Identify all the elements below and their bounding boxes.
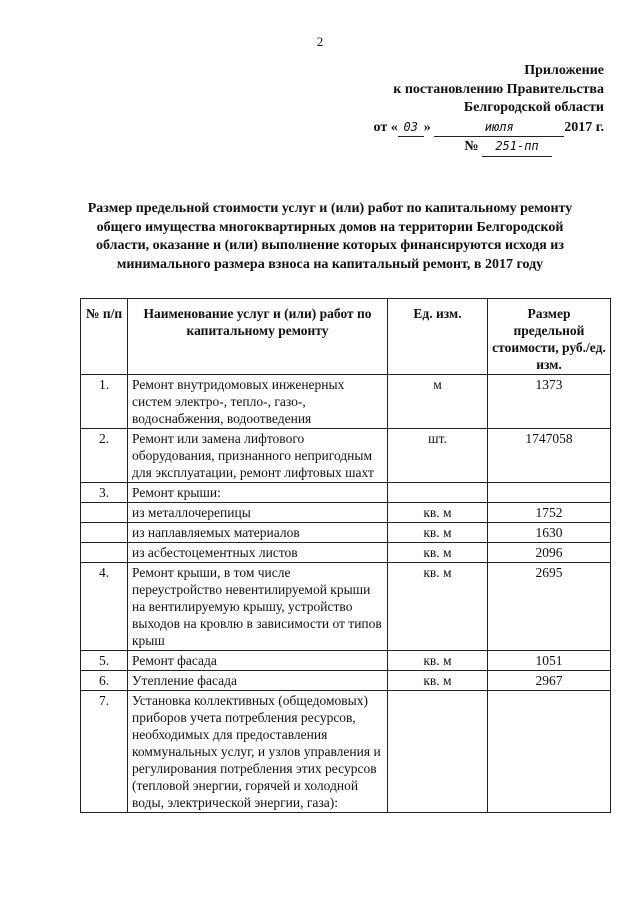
price-table xyxy=(80,298,611,813)
page-number: 2 xyxy=(316,34,324,49)
table-row: 2. Ремонт или замена лифтового оборудования, признанного непригодным для эксплуатации, ремонт лифтовых шахт шт. 1747058 xyxy=(81,429,611,483)
table-row: 1. Ремонт внутридомовых инженерных систем электро-, тепло-, газо-, водоснабжения, водоотведения м 1373 xyxy=(81,375,611,429)
appendix-line-resolution: к постановлению Правительства xyxy=(393,81,604,97)
document-title: Размер предельной стоимости услуг и (или) работ по капитальному ремонту общего имущества многоквартирных домов на территории Белгородской области, оказание и (или) выполнение которых финансируются исходя из минимального размера взноса на капитальный ремонт, в 2017 году xyxy=(87,201,573,272)
resolution-number: 251-пп xyxy=(482,137,552,157)
date-day: 03 xyxy=(398,118,424,138)
appendix-header xyxy=(304,62,604,157)
appendix-date: от « 03 » июля 2017 г. xyxy=(304,118,604,138)
appendix-number: № 251-пп xyxy=(304,137,604,157)
table-row: 5. Ремонт фасада кв. м 1051 xyxy=(81,651,611,671)
header-num: № п/п xyxy=(81,299,128,375)
appendix-title: Приложение xyxy=(524,63,604,78)
table-header-row xyxy=(81,299,611,375)
table-row: 7. Установка коллективных (общедомовых) приборов учета потребления ресурсов, необходимых для предоставления коммунальных услуг, и узлов управления и регулирования потребления этих ресурсов (тепловой энергии, горячей и холодной воды, электрической энергии, газа): xyxy=(81,691,611,813)
header-name: Наименование услуг и (или) работ по капитальному ремонту xyxy=(128,299,388,375)
table-row: из асбестоцементных листов кв. м 2096 xyxy=(81,543,611,563)
table-row: из наплавляемых материалов кв. м 1630 xyxy=(81,523,611,543)
appendix-line-region: Белгородской области xyxy=(463,100,604,115)
table-row: 6. Утепление фасада кв. м 2967 xyxy=(81,671,611,691)
table-row: из металлочерепицы кв. м 1752 xyxy=(81,503,611,523)
header-price: Размер предельной стоимости, руб./ед. изм. xyxy=(488,299,611,375)
date-year: 2017 г. xyxy=(564,119,604,135)
table-row: 3. Ремонт крыши: xyxy=(81,483,611,503)
table-row: 4. Ремонт крыши, в том числе переустройство невентилируемой крыши на вентилируемую крышу, устройство выходов на кровлю в зависимости от типов крыш кв. м 2695 xyxy=(81,563,611,651)
date-month: июля xyxy=(434,118,564,138)
header-unit: Ед. изм. xyxy=(388,299,488,375)
